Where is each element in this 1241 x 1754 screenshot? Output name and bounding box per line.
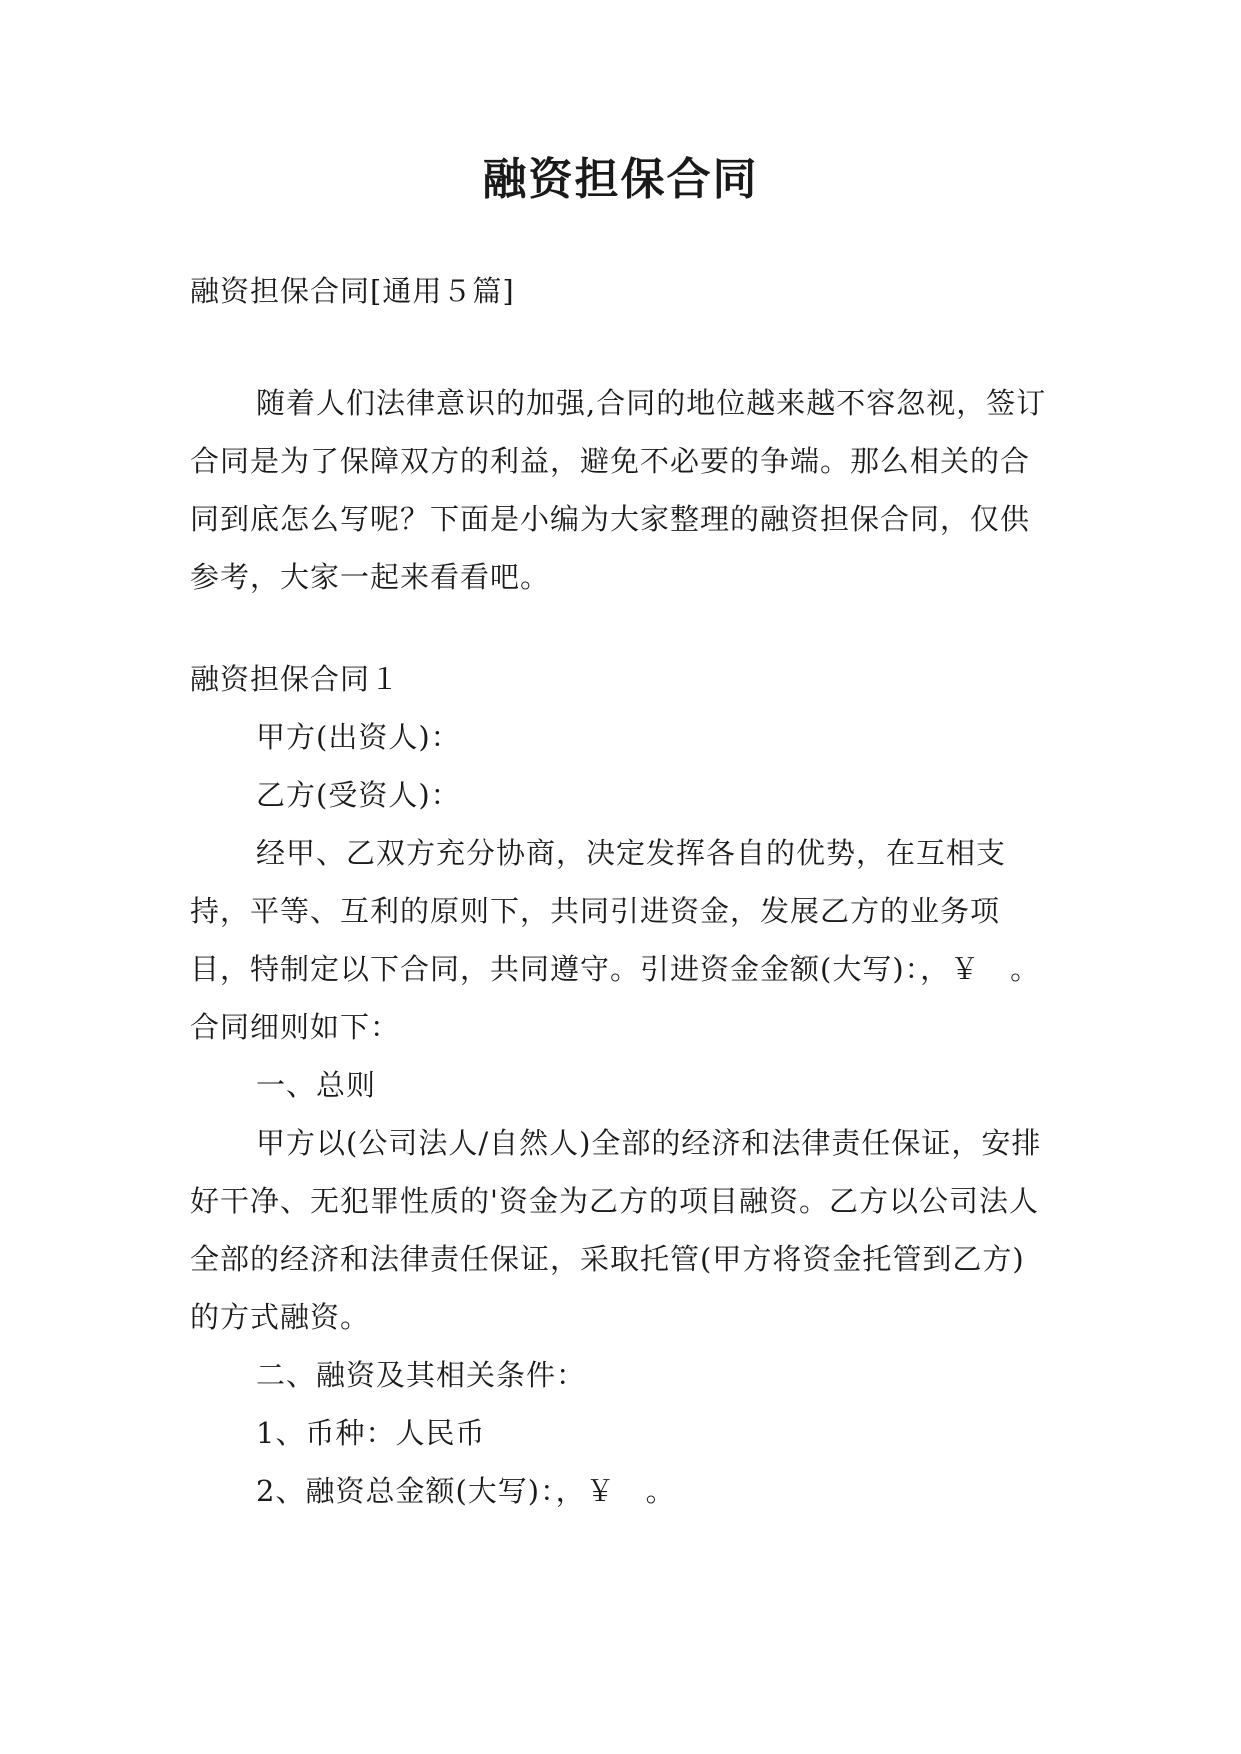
term-total-amount: 2、融资总金额(大写)：，￥ 。 [256, 1474, 676, 1508]
heading-financing-terms: 二、融资及其相关条件： [256, 1358, 587, 1392]
section-heading-1: 融资担保合同１ [190, 662, 401, 696]
party-a-line: 甲方(出资人)： [256, 720, 461, 754]
document-title: 融资担保合同 [482, 154, 759, 205]
document-body [190, 262, 1050, 1520]
heading-general-principles: 一、总则 [256, 1068, 377, 1102]
party-b-line: 乙方(受资人)： [256, 778, 461, 812]
intro-paragraph: 随着人们法律意识的加强,合同的地位越来越不容忽视，签订合同是为了保障双方的利益，避免不必要的争端。那么相关的合同到底怎么写呢？下面是小编为大家整理的融资担保合同，仅供参考，大家一起来看看吧。 [190, 386, 1047, 594]
general-principles-paragraph: 甲方以(公司法人/自然人)全部的经济和法律责任保证，安排好干净、无犯罪性质的'资金为乙方的项目融资。乙方以公司法人全部的经济和法律责任保证，采取托管(甲方将资金托管到乙方)的方式融资。 [190, 1126, 1042, 1334]
agreement-paragraph: 经甲、乙双方充分协商，决定发挥各自的优势，在互相支持，平等、互利的原则下，共同引进资金，发展乙方的业务项目，特制定以下合同，共同遵守。引进资金金额(大写)：，￥ 。合同细则如下： [190, 836, 1041, 1044]
document-subtitle: 融资担保合同[通用５篇] [190, 274, 515, 308]
term-currency: 1、币种：人民币 [256, 1416, 486, 1450]
